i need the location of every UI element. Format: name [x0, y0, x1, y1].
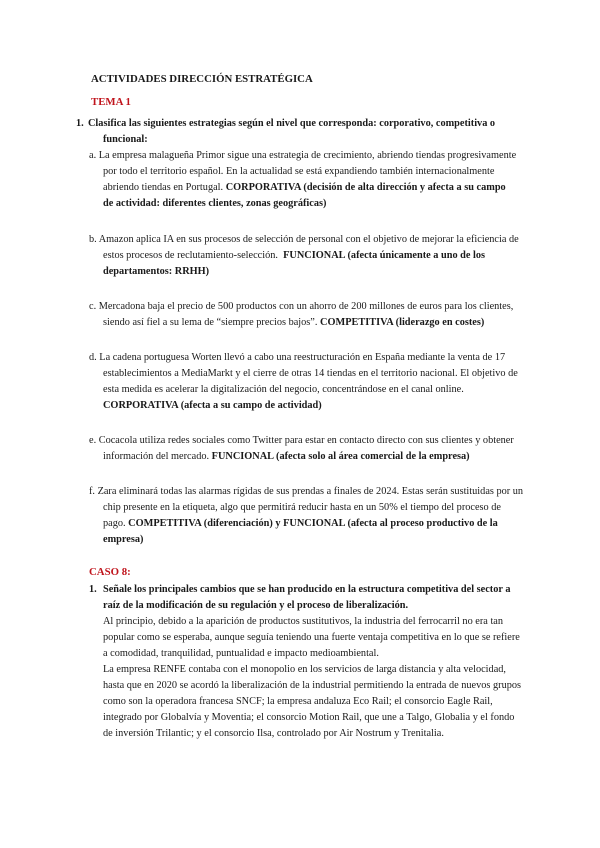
- item-b-answer: FUNCIONAL (afecta únicamente a uno de los: [283, 250, 486, 261]
- item-f-answer: COMPETITIVA (diferenciación) y FUNCIONAL (afecta al proceso productivo de la: [128, 518, 498, 529]
- item-a-line: a. La empresa malagueña Primor sigue una estrategia de crecimiento, abriendo tiendas progresivamente: [89, 150, 517, 161]
- item-c-line: c. Mercadona baja el precio de 500 productos con un ahorro de 200 millones de euros para los clientes,: [89, 301, 514, 312]
- caso-body-line: de inversión Trilantic; y el consorcio Ilsa, controlado por Air Nostrum y Trenitalia.: [103, 728, 444, 739]
- document-title: ACTIVIDADES DIRECCIÓN ESTRATÉGICA: [91, 73, 313, 85]
- item-b-line: estos procesos de reclutamiento-selección. FUNCIONAL (afecta únicamente a uno de los: [103, 250, 486, 261]
- item-f-line: chip presente en la etiqueta, algo que permitirá reducir hasta en un 50% el tiempo del proceso de: [103, 502, 501, 513]
- caso-body-line: integrado por Globalvía y Moventia; el consorcio Motion Rail, que une a Talgo, Globalia y el fondo: [103, 712, 515, 723]
- caso-question-number: 1.: [89, 584, 97, 595]
- caso-body-line: como son la operadora francesa SNCF; la empresa andaluza Eco Rail; el consorcio Eagle Rail,: [103, 696, 493, 707]
- question-number: 1.: [76, 118, 84, 129]
- item-b-line: b. Amazon aplica IA en sus procesos de selección de personal con el objetivo de mejorar la eficiencia de: [89, 234, 519, 245]
- caso-body-line: Al principio, debido a la aparición de productos sustitutivos, la industria del ferrocarril no era tan: [103, 616, 504, 627]
- item-e-line: e. Cocacola utiliza redes sociales como Twitter para estar en contacto directo con sus clientes y obtener: [89, 435, 514, 446]
- tema-heading: TEMA 1: [91, 96, 131, 108]
- question-line: funcional:: [103, 134, 148, 145]
- caso-question-line: raíz de la modificación de su regulación y el proceso de liberalización.: [103, 600, 409, 611]
- item-f-line: pago. COMPETITIVA (diferenciación) y FUNCIONAL (afecta al proceso productivo de la: [103, 518, 498, 529]
- item-a-answer: CORPORATIVA (decisión de alta dirección y afecta a su campo: [225, 182, 506, 193]
- item-a-line: abriendo tiendas en Portugal. CORPORATIVA (decisión de alta dirección y afecta a su campo: [103, 182, 506, 193]
- caso-body-line: a comodidad, tranquilidad, puntualidad e impacto medioambiental.: [103, 648, 379, 659]
- caso-question-line: Señale los principales cambios que se han producido en la estructura competitiva del sector a: [103, 584, 511, 595]
- item-f-line: f. Zara eliminará todas las alarmas rígidas de sus prendas a finales de 2024. Estas serán sustituidas por un: [89, 486, 524, 497]
- item-e-answer: FUNCIONAL (afecta solo al área comercial de la empresa): [211, 451, 470, 462]
- item-b-answer: departamentos: RRHH): [103, 266, 210, 277]
- caso-heading: CASO 8:: [89, 566, 131, 578]
- item-d-line: d. La cadena portuguesa Worten llevó a cabo una reestructuración en España mediante la venta de 17: [89, 352, 506, 363]
- item-c-line: siendo así fiel a su lema de “siempre precios bajos”. COMPETITIVA (liderazgo en costes): [103, 317, 485, 328]
- item-d-answer: CORPORATIVA (afecta a su campo de actividad): [103, 400, 322, 411]
- item-f-answer: empresa): [103, 534, 144, 545]
- item-e-line: información del mercado. FUNCIONAL (afecta solo al área comercial de la empresa): [103, 451, 470, 462]
- item-d-line: establecimientos a MediaMarkt y el cierre de otras 14 tiendas en el territorio nacional. El objetivo de: [103, 368, 518, 379]
- caso-body-line: La empresa RENFE contaba con el monopolio en los servicios de larga distancia y alta velocidad,: [103, 664, 506, 675]
- item-c-answer: COMPETITIVA (liderazgo en costes): [320, 317, 485, 328]
- question-line: Clasifica las siguientes estrategias según el nivel que corresponda: corporativo, competitiva o: [88, 118, 496, 129]
- caso-body-line: popular como se esperaba, aunque seguía teniendo una fuerte ventaja competitiva en lo que se refiere: [103, 632, 520, 643]
- item-a-answer: de actividad: diferentes clientes, zonas geográficas): [103, 198, 327, 209]
- caso-body-line: hasta que en 2020 se acordó la liberalización de la industrial permitiendo la entrada de nuevos grupos: [103, 680, 522, 691]
- item-d-line: esta medida es acelerar la digitalización del negocio, concentrándose en el canal online.: [103, 384, 464, 395]
- item-a-line: por todo el territorio español. En la actualidad se está expandiendo también internacionalmente: [103, 166, 495, 177]
